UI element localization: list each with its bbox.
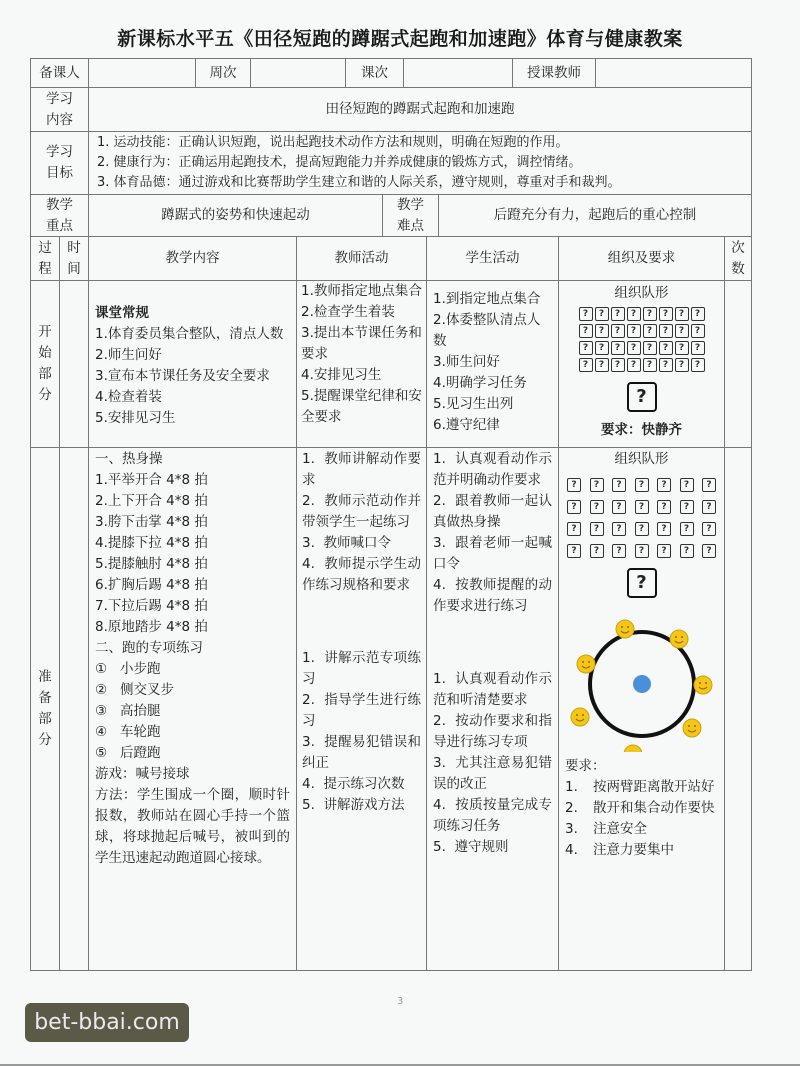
list-item: 方法：学生围成一个圈，顺时针报数，教师站在圆心手持一个篮球，将球抛起后喊号，被叫到的学生迅速起动跑道圆心接球。 — [95, 787, 290, 866]
formation-title: 组织队形 — [614, 285, 669, 301]
student-icon: ? — [657, 544, 671, 558]
student-icon: ? — [579, 307, 593, 321]
student-icon: ? — [595, 341, 609, 355]
student-icon: ? — [680, 522, 694, 536]
list-item: 一、热身操 — [95, 451, 163, 467]
page-number: 3 — [397, 996, 404, 1007]
goal-item: 2. 健康行为：正确运用起跑技术，提高短跑能力并养成健康的锻炼方式，调控情绪。 — [97, 155, 582, 170]
start-time — [59, 280, 89, 448]
ball-icon — [633, 675, 651, 693]
requirement-num: 3. — [565, 821, 578, 837]
list-item: 4.安排见习生 — [301, 367, 382, 383]
start-section-label — [30, 280, 60, 448]
circle-game-diagram — [559, 602, 724, 752]
formation-row — [567, 500, 716, 514]
spacer — [433, 617, 552, 669]
start-content-heading: 课堂常规 — [95, 305, 149, 321]
col-content: 教学内容 — [88, 236, 297, 281]
formation-row — [559, 341, 724, 355]
requirement-num: 2. — [565, 800, 578, 816]
student-icon: ? — [643, 358, 657, 372]
student-icon: ? — [579, 341, 593, 355]
start-teacher — [296, 280, 427, 448]
requirement-text: 按两臂距离散开站好 — [593, 779, 715, 795]
student-icon: ? — [567, 500, 581, 514]
prep-organization — [558, 447, 725, 971]
list-item: 1. 讲解示范专项练习 — [302, 650, 421, 687]
list-item: 2. 按动作要求和指导进行练习专项 — [433, 713, 552, 750]
learning-content-label-text: 学习内容 — [46, 90, 73, 128]
student-icon: ? — [659, 307, 673, 321]
list-item: 5.提醒课堂纪律和安全要求 — [301, 388, 422, 425]
start-count — [724, 280, 752, 448]
list-item: 3.提出本节课任务和要求 — [301, 325, 422, 362]
list-item: 2.师生问好 — [95, 347, 162, 363]
list-item: 1.到指定地点集合 — [433, 291, 541, 307]
student-icon: ? — [611, 307, 625, 321]
col-time — [59, 236, 89, 281]
student-icon: ? — [627, 341, 641, 355]
list-item: 1.平举开合 4*8 拍 — [95, 472, 208, 488]
student-icon: ? — [691, 341, 705, 355]
student-icon: ? — [627, 358, 641, 372]
student-icon: ? — [590, 500, 604, 514]
student-icon: ? — [702, 478, 716, 492]
teacher-icon: ? — [627, 382, 657, 412]
list-item: 1. 教师讲解动作要求 — [302, 451, 421, 488]
requirement-label: 要求： — [565, 758, 606, 774]
week-value[interactable] — [250, 58, 346, 88]
prep-teacher — [296, 447, 427, 971]
list-item: 4.明确学习任务 — [433, 375, 527, 391]
col-teacher: 教师活动 — [296, 236, 427, 281]
list-item: 1. 认真观看动作示范并明确动作要求 — [433, 451, 552, 488]
formation-grid — [559, 307, 724, 372]
formation-row — [567, 544, 716, 558]
student-icon: ? — [635, 522, 649, 536]
list-item: 3.师生问好 — [433, 354, 500, 370]
list-item: 2.检查学生着装 — [301, 304, 395, 320]
student-icon: ? — [567, 522, 581, 536]
requirement-item — [565, 798, 718, 819]
list-item: 3. 尤其注意易犯错误的改正 — [433, 755, 552, 792]
list-item: 3.胯下击掌 4*8 拍 — [95, 514, 208, 530]
goal-item: 1. 运动技能：正确认识短跑，说出起跑技术动作方法和规则，明确在短跑的作用。 — [97, 135, 569, 150]
list-item: 5. 遵守规则 — [433, 839, 509, 855]
requirement-num: 1. — [565, 779, 578, 795]
list-item: 1.体育委员集合整队，清点人数 — [95, 326, 284, 342]
student-icon: ? — [612, 522, 626, 536]
col-organization: 组织及要求 — [558, 236, 725, 281]
student-icon: ? — [635, 478, 649, 492]
document-title: 新课标水平五《田径短跑的蹲踞式起跑和加速跑》体育与健康教案 — [117, 28, 683, 50]
student-icon: ? — [659, 358, 673, 372]
student-icon: ? — [635, 500, 649, 514]
formation-row — [567, 522, 716, 536]
student-icon: ? — [611, 324, 625, 338]
student-icon: ? — [567, 478, 581, 492]
student-icon: ? — [590, 544, 604, 558]
list-item: 4.提膝下拉 4*8 拍 — [95, 535, 208, 551]
preparer-label: 备课人 — [30, 58, 89, 88]
list-item: 6.遵守纪律 — [433, 417, 500, 433]
student-icon: ? — [657, 500, 671, 514]
key-points-value: 蹲踞式的姿势和快速起动 — [88, 194, 383, 237]
list-item: 5.见习生出列 — [433, 396, 514, 412]
student-icon: ? — [643, 341, 657, 355]
student-icon: ? — [595, 358, 609, 372]
col-student: 学生活动 — [426, 236, 559, 281]
col-time-text: 时间 — [67, 239, 81, 277]
list-item: 6.扩胸后踢 4*8 拍 — [95, 577, 208, 593]
requirement-item — [565, 819, 718, 840]
student-icon: ? — [611, 341, 625, 355]
formation-row — [559, 307, 724, 321]
list-item: 2. 跟着教师一起认真做热身操 — [433, 493, 552, 530]
student-icon: ? — [627, 307, 641, 321]
student-icon: ? — [702, 544, 716, 558]
list-item: 3. 跟着老师一起喊口令 — [433, 535, 552, 572]
start-section-label-text: 开始部分 — [38, 324, 52, 403]
student-icon: ? — [635, 544, 649, 558]
student-icon: ? — [691, 358, 705, 372]
formation-row — [559, 324, 724, 338]
list-item: 游戏：喊号接球 — [95, 766, 190, 782]
student-icon: ? — [595, 307, 609, 321]
col-count-text: 次数 — [731, 239, 745, 277]
requirement-text: 注意安全 — [593, 821, 647, 837]
student-icon: ? — [627, 324, 641, 338]
student-icon: ? — [590, 522, 604, 536]
list-item: 2.上下开合 4*8 拍 — [95, 493, 208, 509]
list-item: ③ 高抬腿 — [95, 703, 161, 719]
spacer — [302, 596, 421, 648]
prep-student — [426, 447, 559, 971]
student-icon: ? — [657, 522, 671, 536]
learning-goals-label — [30, 131, 89, 195]
student-icon: ? — [567, 544, 581, 558]
col-count — [724, 236, 752, 281]
student-icon: ? — [691, 307, 705, 321]
key-points-label-text: 教学重点 — [46, 196, 73, 234]
preparer-value[interactable] — [88, 58, 196, 88]
student-icon: ? — [579, 358, 593, 372]
student-icon: ? — [612, 500, 626, 514]
col-process-text: 过程 — [38, 239, 52, 277]
student-icon: ? — [590, 478, 604, 492]
learning-goals-label-text: 学习目标 — [46, 144, 73, 181]
formation-row — [559, 358, 724, 372]
list-item: 7.下拉后踢 4*8 拍 — [95, 598, 208, 614]
list-item: 2.体委整队清点人数 — [433, 312, 541, 349]
start-organization — [558, 280, 725, 448]
prep-content — [88, 447, 297, 971]
list-item: ② 侧交叉步 — [95, 682, 174, 698]
difficulty-label — [382, 194, 439, 237]
lesson-label: 课次 — [345, 58, 404, 88]
list-item: 4.检查着装 — [95, 389, 162, 405]
student-icon: ? — [675, 324, 689, 338]
prep-count — [724, 447, 752, 971]
list-item: 5. 讲解游戏方法 — [302, 797, 405, 813]
list-item: 3.宣布本节课任务及安全要求 — [95, 368, 270, 384]
student-icon: ? — [643, 324, 657, 338]
learning-content-value: 田径短跑的蹲踞式起跑和加速跑 — [88, 87, 752, 132]
student-icon: ? — [595, 324, 609, 338]
list-item: 4. 教师提示学生动作练习规格和要求 — [302, 556, 421, 593]
prep-time — [59, 447, 89, 971]
requirement-text: 注意力要集中 — [593, 842, 674, 858]
formation-title: 组织队形 — [614, 451, 669, 467]
student-icon: ? — [691, 324, 705, 338]
list-item: ④ 车轮跑 — [95, 724, 161, 740]
list-item: 4. 按质按量完成专项练习任务 — [433, 797, 552, 834]
student-icon: ? — [702, 522, 716, 536]
student-icon: ? — [675, 341, 689, 355]
lesson-value[interactable] — [403, 58, 513, 88]
week-label: 周次 — [195, 58, 251, 88]
student-icon: ? — [675, 358, 689, 372]
list-item: 5.提膝触肘 4*8 拍 — [95, 556, 208, 572]
list-item: 1.教师指定地点集合 — [301, 283, 422, 299]
student-icon: ? — [659, 341, 673, 355]
formation-grid — [559, 478, 724, 558]
watermark-badge: bet-bbai.com — [25, 1003, 189, 1042]
list-item: 2. 指导学生进行练习 — [302, 692, 421, 729]
requirement-text: 散开和集合动作要快 — [593, 800, 715, 816]
requirement-item — [565, 840, 718, 861]
student-icon: ? — [643, 307, 657, 321]
list-item: 1. 认真观看动作示范和听清楚要求 — [433, 671, 552, 708]
student-icon: ? — [680, 544, 694, 558]
student-icon: ? — [702, 500, 716, 514]
col-process — [30, 236, 60, 281]
difficulty-label-text: 教学难点 — [397, 196, 424, 234]
list-item: 8.原地踏步 4*8 拍 — [95, 619, 208, 635]
learning-content-label — [30, 87, 89, 132]
list-item: ① 小步跑 — [95, 661, 161, 677]
start-content — [88, 280, 297, 448]
goal-item: 3. 体育品德：通过游戏和比赛帮助学生建立和谐的人际关系，遵守规则，尊重对手和裁判。 — [97, 175, 621, 190]
student-icon: ? — [579, 324, 593, 338]
requirement-num: 4. — [565, 842, 578, 858]
start-requirement: 要求：快静齐 — [601, 422, 682, 438]
learning-goals-list — [88, 131, 752, 195]
student-icon: ? — [659, 324, 673, 338]
list-item: 二、跑的专项练习 — [95, 640, 203, 656]
student-icon: ? — [675, 307, 689, 321]
student-icon: ? — [680, 500, 694, 514]
list-item: 3. 提醒易犯错误和纠正 — [302, 734, 421, 771]
requirement-item — [565, 777, 718, 798]
teacher-icon: ? — [627, 568, 657, 598]
list-item: 2. 教师示范动作并带领学生一起练习 — [302, 493, 421, 530]
list-item: 5.安排见习生 — [95, 410, 176, 426]
list-item: 4. 提示练习次数 — [302, 776, 405, 792]
key-points-label — [30, 194, 89, 237]
student-icon: ? — [680, 478, 694, 492]
teacher-value[interactable] — [595, 58, 752, 88]
teacher-label: 授课教师 — [512, 58, 596, 88]
teacher-position — [559, 382, 724, 412]
prep-requirements — [559, 752, 724, 865]
list-item: 3. 教师喊口令 — [302, 535, 391, 551]
student-icon: ? — [612, 478, 626, 492]
formation-row — [567, 478, 716, 492]
student-icon: ? — [657, 478, 671, 492]
student-icon: ? — [612, 544, 626, 558]
start-student — [426, 280, 559, 448]
prep-section-label-text: 准备部分 — [38, 669, 52, 748]
list-item: ⑤ 后蹬跑 — [95, 745, 161, 761]
teacher-position — [559, 568, 724, 598]
student-icon: ? — [611, 358, 625, 372]
prep-section-label — [30, 447, 60, 971]
difficulty-value: 后蹬充分有力，起跑后的重心控制 — [438, 194, 752, 237]
list-item: 4. 按教师提醒的动作要求进行练习 — [433, 577, 552, 614]
